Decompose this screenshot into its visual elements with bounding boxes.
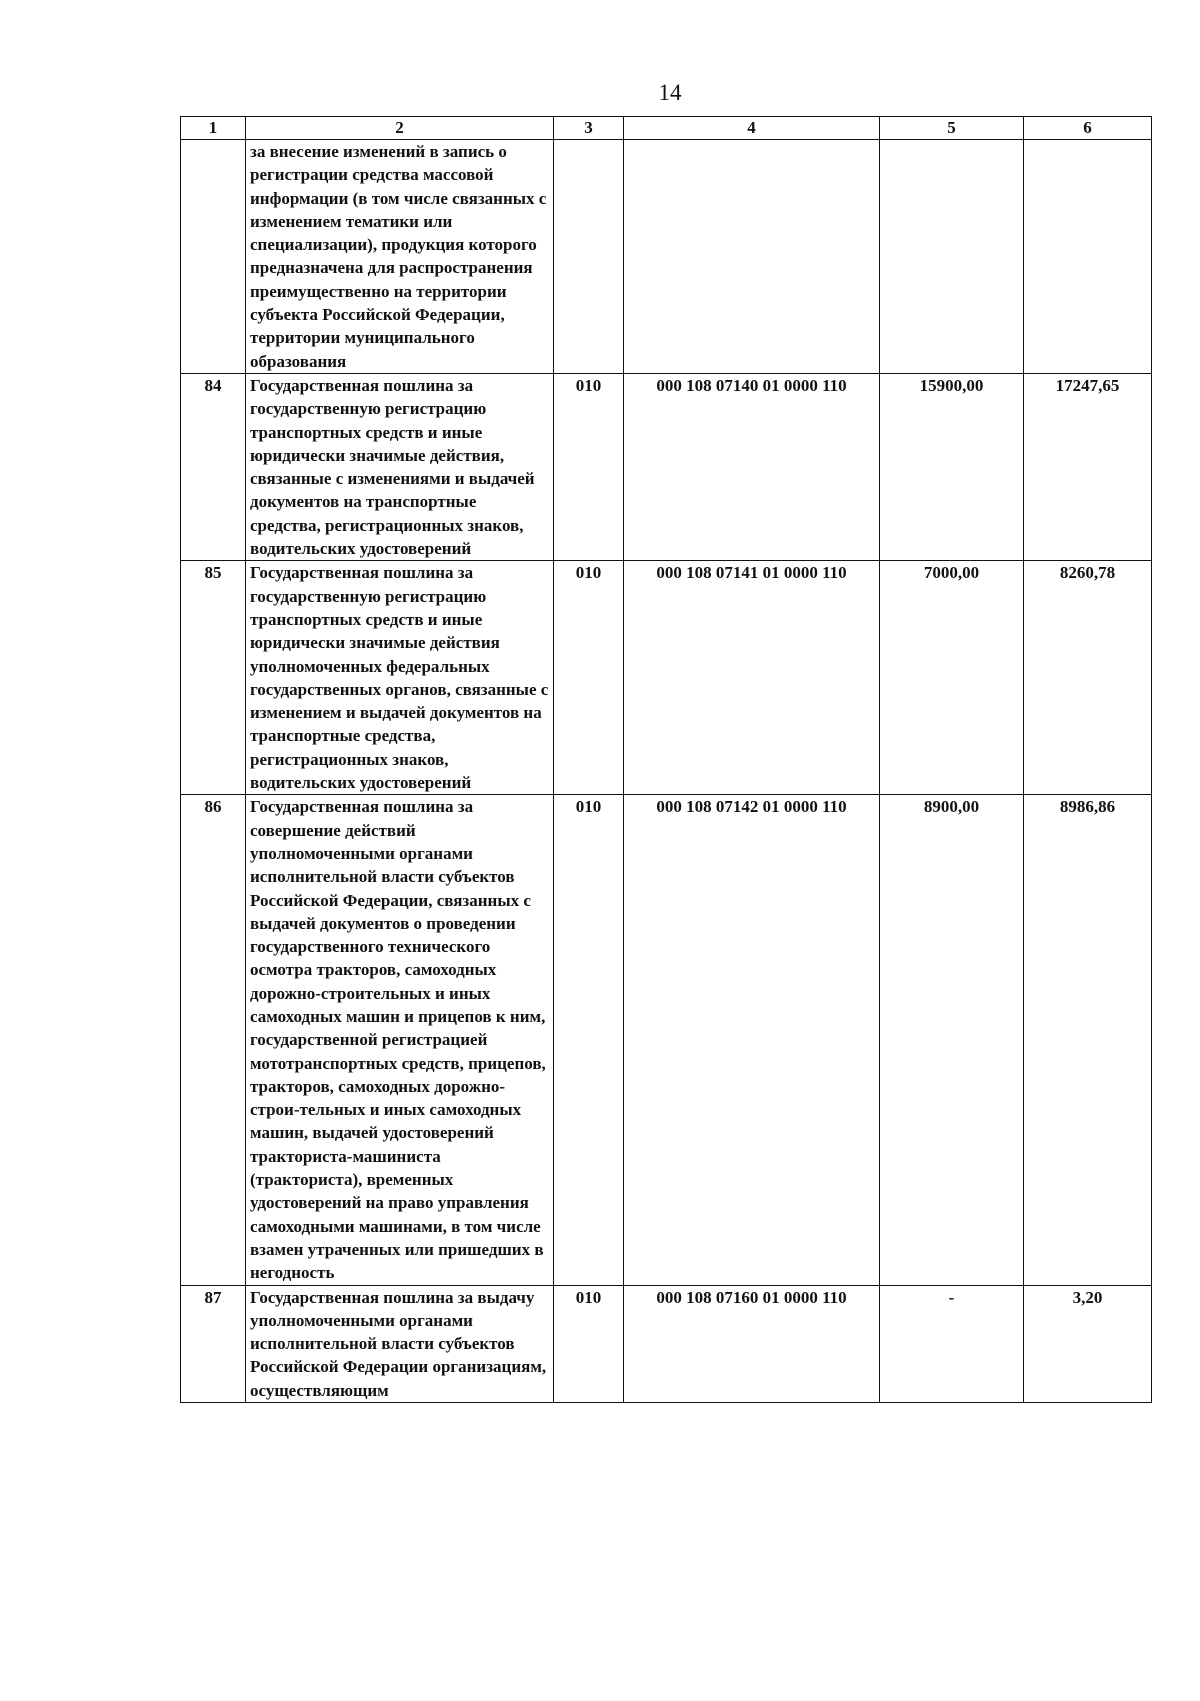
row-code: 010 [554,561,624,795]
row-col6: 8260,78 [1024,561,1152,795]
table-row [181,561,1152,795]
header-cell-3: 3 [554,117,624,140]
row-number: 84 [181,373,246,560]
continuation-row [181,140,1152,374]
row-col6: 8986,86 [1024,795,1152,1285]
table-row [181,795,1152,1285]
row-code: 010 [554,373,624,560]
continuation-code-cell [554,140,624,374]
budget-table [180,116,1152,1403]
row-kbk: 000 108 07141 01 0000 110 [624,561,880,795]
continuation-kbk-cell [624,140,880,374]
row-number: 86 [181,795,246,1285]
row-description: Государственная пошлина за государственную регистрацию транспортных средств и иные юридически значимые действия уполномоченных федеральных государственных органов, связанные с изменением и выдачей документов на транспортные средства, регистрационных знаков, водительских удостоверений [246,561,554,795]
table-row [181,373,1152,560]
continuation-col6-cell [1024,140,1152,374]
header-cell-1: 1 [181,117,246,140]
row-number: 87 [181,1285,246,1402]
continuation-num-cell [181,140,246,374]
row-number: 85 [181,561,246,795]
header-cell-2: 2 [246,117,554,140]
header-row [181,117,1152,140]
row-kbk: 000 108 07140 01 0000 110 [624,373,880,560]
row-code: 010 [554,1285,624,1402]
header-cell-6: 6 [1024,117,1152,140]
row-col5: - [880,1285,1024,1402]
continuation-col5-cell [880,140,1024,374]
table-row [181,1285,1152,1402]
row-col6: 3,20 [1024,1285,1152,1402]
continuation-description: за внесение изменений в запись о регистрации средства массовой информации (в том числе связанных с изменением тематики или специализации), продукция которого предназначена для распространения преимущественно на территории субъекта Российской Федерации, территории муниципального образования [246,140,554,374]
row-col5: 15900,00 [880,373,1024,560]
page-number: 14 [658,80,682,105]
row-kbk: 000 108 07142 01 0000 110 [624,795,880,1285]
row-description: Государственная пошлина за выдачу уполномоченными органами исполнительной власти субъектов Российской Федерации организациям, осуществляющим [246,1285,554,1402]
row-col5: 8900,00 [880,795,1024,1285]
row-col6: 17247,65 [1024,373,1152,560]
row-col5: 7000,00 [880,561,1024,795]
header-cell-4: 4 [624,117,880,140]
row-description: Государственная пошлина за совершение действий уполномоченными органами исполнительной власти субъектов Российской Федерации, связанных с выдачей документов о проведении государственного технического осмотра тракторов, самоходных дорожно-строительных и иных самоходных машин и прицепов к ним, государственной регистрацией мототранспортных средств, прицепов, тракторов, самоходных дорожно-строи-тельных и иных самоходных машин, выдачей удостоверений тракториста-машиниста (тракториста), временных удостоверений на право управления самоходными машинами, в том числе взамен утраченных или пришедших в негодность [246,795,554,1285]
row-code: 010 [554,795,624,1285]
header-cell-5: 5 [880,117,1024,140]
row-kbk: 000 108 07160 01 0000 110 [624,1285,880,1402]
row-description: Государственная пошлина за государственную регистрацию транспортных средств и иные юридически значимые действия, связанные с изменениями и выдачей документов на транспортные средства, регистрационных знаков, водительских удостоверений [246,373,554,560]
